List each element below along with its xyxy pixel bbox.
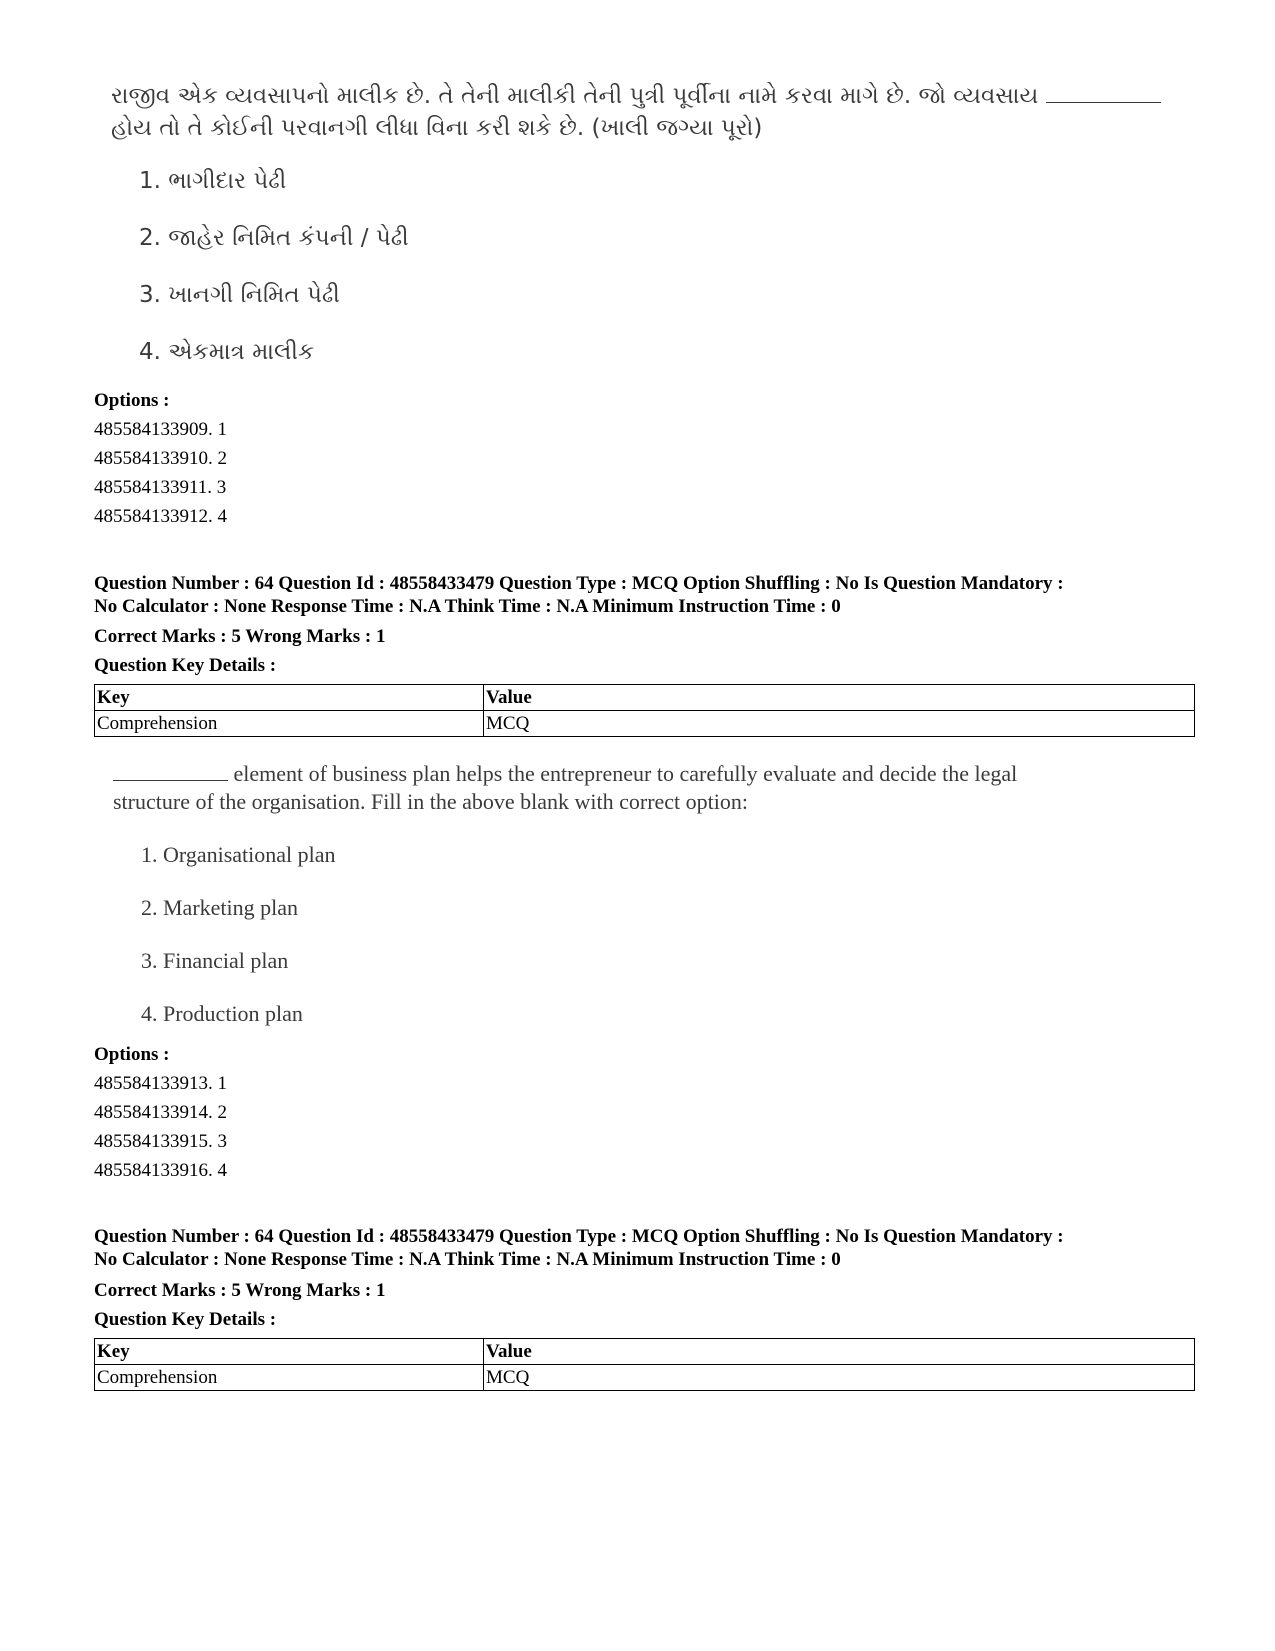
key-details-table xyxy=(94,684,1195,737)
header-key: Key xyxy=(95,685,484,711)
question-stem-line-1: element of business plan helps the entrepreneur to carefully evaluate and decide the legal xyxy=(113,760,1213,788)
cell-key: Comprehension xyxy=(95,711,484,737)
question-meta-line-1: Question Number : 64 Question Id : 48558433479 Question Type : MCQ Option Shuffling : No Is Question Mandatory : xyxy=(94,573,1064,594)
fill-blank xyxy=(1046,82,1161,103)
option-4: 485584133916. 4 xyxy=(94,1160,227,1181)
table-row xyxy=(95,711,1195,737)
fill-blank xyxy=(113,760,228,781)
cell-value: MCQ xyxy=(484,711,1195,737)
option-4: 485584133912. 4 xyxy=(94,506,227,527)
choice-2: 2. જાહેર નિમિત કંપની / પેઢી xyxy=(139,225,409,251)
option-2: 485584133914. 2 xyxy=(94,1102,227,1123)
marks-line: Correct Marks : 5 Wrong Marks : 1 xyxy=(94,626,386,647)
header-key: Key xyxy=(95,1339,484,1365)
question-meta xyxy=(94,572,1194,618)
table-header-row xyxy=(95,1339,1195,1365)
choice-4: 4. એકમાત્ર માલીક xyxy=(139,339,315,365)
option-3: 485584133911. 3 xyxy=(94,477,227,498)
question-stem-line-1: રાજીવ એક વ્યવસાપનો માલીક છે. તે તેની માલીકી તેની પુત્રી પૂર્વીના નામે કરવા માગે છે. જો વ્યવસાય xyxy=(111,80,1211,112)
choice-2: 2. Marketing plan xyxy=(141,895,299,920)
question-stem-line-2: structure of the organisation. Fill in the above blank with correct option: xyxy=(113,789,749,814)
table-header-row xyxy=(95,685,1195,711)
header-value: Value xyxy=(484,1339,1195,1365)
question-image-english xyxy=(113,760,1213,1040)
question-image-gujarati xyxy=(111,80,1211,380)
question-stem-line-2: હોય તો તે કોઈની પરવાનગી લીધા વિના કરી શકે છે. (ખાલી જગ્યા પૂરો) xyxy=(111,115,763,141)
cell-key: Comprehension xyxy=(95,1365,484,1391)
option-1: 485584133913. 1 xyxy=(94,1073,227,1094)
question-meta-line-2: No Calculator : None Response Time : N.A Think Time : N.A Minimum Instruction Time : 0 xyxy=(94,596,841,617)
key-details-title: Question Key Details : xyxy=(94,655,277,676)
option-3: 485584133915. 3 xyxy=(94,1131,227,1152)
choice-3: 3. Financial plan xyxy=(141,948,289,973)
key-details-table xyxy=(94,1338,1195,1391)
question-meta xyxy=(94,1225,1194,1271)
options-title: Options : xyxy=(94,390,170,411)
key-details-title: Question Key Details : xyxy=(94,1309,277,1330)
option-2: 485584133910. 2 xyxy=(94,448,227,469)
question-meta-line-2: No Calculator : None Response Time : N.A Think Time : N.A Minimum Instruction Time : 0 xyxy=(94,1249,841,1270)
table-row xyxy=(95,1365,1195,1391)
choice-1: 1. Organisational plan xyxy=(141,842,336,867)
cell-value: MCQ xyxy=(484,1365,1195,1391)
marks-line: Correct Marks : 5 Wrong Marks : 1 xyxy=(94,1280,386,1301)
choice-1: 1. ભાગીદાર પેઢી xyxy=(139,168,287,194)
option-1: 485584133909. 1 xyxy=(94,419,227,440)
header-value: Value xyxy=(484,685,1195,711)
choice-4: 4. Production plan xyxy=(141,1001,303,1026)
question-meta-line-1: Question Number : 64 Question Id : 48558433479 Question Type : MCQ Option Shuffling : No Is Question Mandatory : xyxy=(94,1226,1064,1247)
options-title: Options : xyxy=(94,1044,170,1065)
choice-3: 3. ખાનગી નિમિત પેઢી xyxy=(139,282,340,308)
